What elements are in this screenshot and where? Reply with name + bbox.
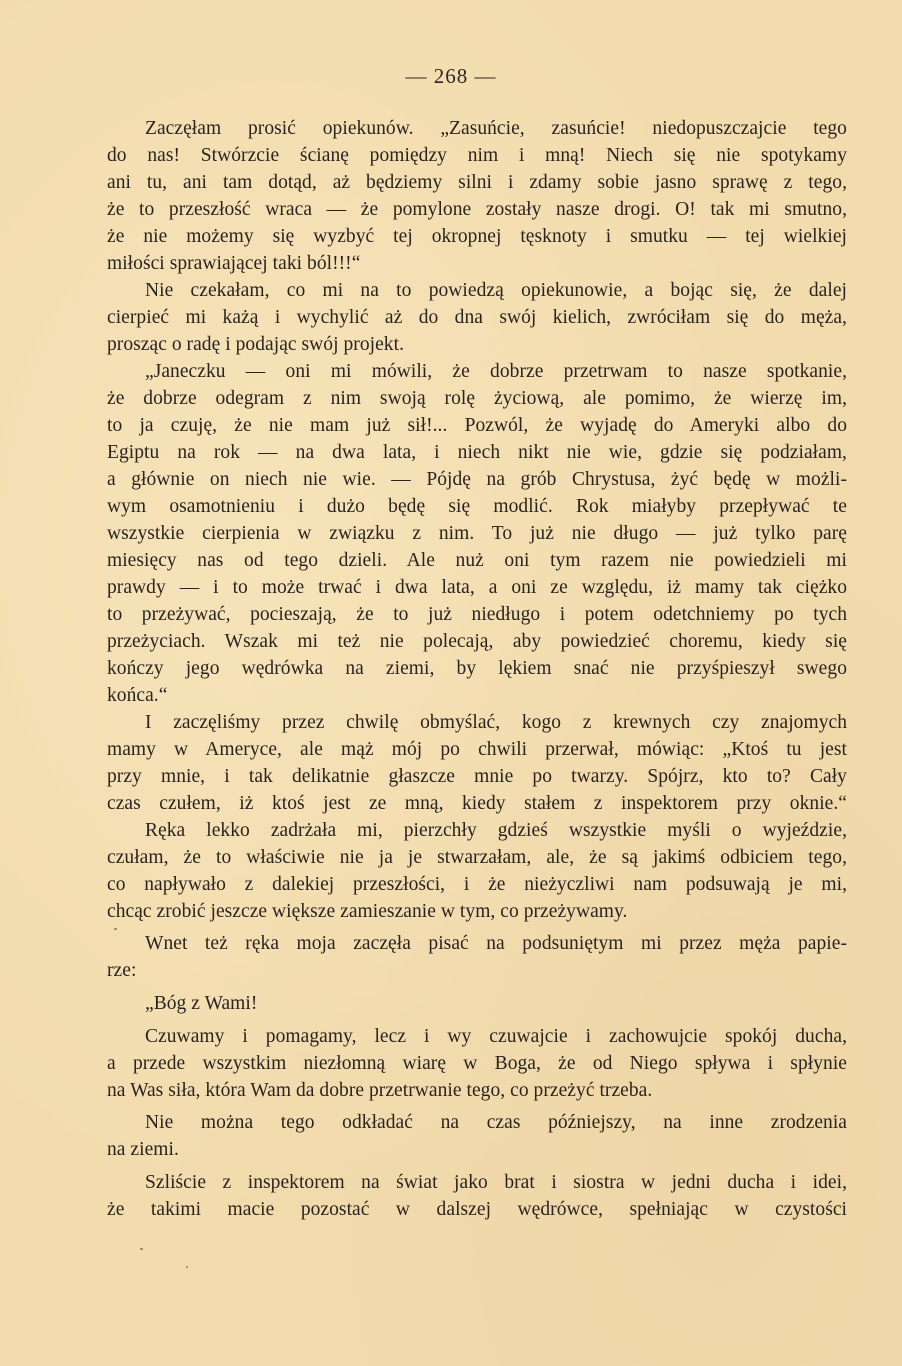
text-line: Nie czekałam, co mi na to powiedzą opiekunowie, a bojąc się, że dalej xyxy=(145,280,847,301)
paper-speck xyxy=(140,1248,143,1250)
text-line: Czuwamy i pomagamy, lecz i wy czuwajcie i zachowujcie spokój ducha, xyxy=(145,1026,847,1047)
text-line: prosząc o radę i podając swój projekt. xyxy=(107,334,404,355)
text-line: prawdy — i to może trwać i dwa lata, a oni ze względu, iż mamy tak ciężko xyxy=(107,577,847,598)
text-line: cierpieć mi każą i wychylić aż do dna swój kielich, zwróciłam się do męża, xyxy=(107,307,847,328)
text-line: a głównie on niech nie wie. — Pójdę na grób Chrystusa, żyć będę w możli- xyxy=(107,469,847,490)
page-number: — 268 — xyxy=(405,64,497,88)
text-line: wszystkie cierpienia w związku z nim. To już nie długo — już tylko parę xyxy=(107,523,847,544)
text-line: Wnet też ręka moja zaczęła pisać na podsuniętym mi przez męża papie- xyxy=(145,933,847,954)
text-line: że dobrze odegram z nim swoją rolę życiową, ale pomimo, że wierzę im, xyxy=(107,388,847,409)
text-line: a przede wszystkim niezłomną wiarę w Boga, że od Niego spływa i spłynie xyxy=(107,1053,847,1074)
text-line: że nie możemy się wyzbyć tej okropnej tęsknoty i smutku — tej wielkiej xyxy=(107,226,847,247)
text-line: kończy jego wędrówka na ziemi, by lękiem snać nie przyśpieszył swego xyxy=(107,658,847,679)
text-line: czas czułem, iż ktoś jest ze mną, kiedy stałem z inspektorem przy oknie.“ xyxy=(107,793,847,814)
text-line: „Bóg z Wami! xyxy=(145,993,258,1014)
text-line: czułam, że to właściwie nie ja je stwarzałam, ale, że są jakimś odbiciem tego, xyxy=(107,847,847,868)
text-line: miłości sprawiającej taki ból!!!“ xyxy=(107,253,361,274)
text-line: przeżyciach. Wszak mi też nie polecają, aby powiedzieć choremu, kiedy się xyxy=(107,631,847,652)
text-line: wym osamotnieniu i dużo będę się modlić. Rok miałyby przepływać te xyxy=(107,496,847,517)
text-line: końca.“ xyxy=(107,685,168,706)
text-line: Nie można tego odkładać na czas późniejszy, na inne zrodzenia xyxy=(145,1112,847,1133)
text-line: na ziemi. xyxy=(107,1139,179,1160)
text-line: to przeżywać, pocieszają, że to już niedługo i potem odetchniemy po tych xyxy=(107,604,847,625)
paper-speck xyxy=(114,928,117,930)
paper-speck xyxy=(186,1266,188,1268)
text-line: miesięcy nas od tego dzieli. Ale nuż oni tym razem nie powiedzieli mi xyxy=(107,550,847,571)
text-line: przy mnie, i tak delikatnie głaszcze mnie po twarzy. Spójrz, kto to? Cały xyxy=(107,766,847,787)
text-line: chcąc zrobić jeszcze większe zamieszanie w tym, co przeżywamy. xyxy=(107,901,628,922)
text-line: mamy w Ameryce, ale mąż mój po chwili przerwał, mówiąc: „Ktoś tu jest xyxy=(107,739,847,760)
text-line: że to przeszłość wraca — że pomylone zostały nasze drogi. O! tak mi smutno, xyxy=(107,199,847,220)
text-line: ani tu, ani tam dotąd, aż będziemy silni i zdamy sobie jasno sprawę z tego, xyxy=(107,172,847,193)
text-line: że takimi macie pozostać w dalszej wędrówce, spełniając w czystości xyxy=(107,1199,847,1220)
body-text xyxy=(107,115,847,1223)
text-line: „Janeczku — oni mi mówili, że dobrze przetrwam to nasze spotkanie, xyxy=(145,361,847,382)
text-line: rze: xyxy=(107,960,137,981)
text-line: Zaczęłam prosić opiekunów. „Zasuńcie, zasuńcie! niedopuszczajcie tego xyxy=(145,118,847,139)
text-line: co napływało z dalekiej przeszłości, i że nieżyczliwi nam podsuwają je mi, xyxy=(107,874,847,895)
text-line: Szliście z inspektorem na świat jako brat i siostra w jedni ducha i idei, xyxy=(145,1172,847,1193)
text-line: do nas! Stwórzcie ścianę pomiędzy nim i mną! Niech się nie spotykamy xyxy=(107,145,847,166)
text-line: Egiptu na rok — na dwa lata, i niech nikt nie wie, gdzie się podziałam, xyxy=(107,442,847,463)
text-line: na Was siła, która Wam da dobre przetrwanie tego, co przeżyć trzeba. xyxy=(107,1080,653,1101)
text-line: I zaczęliśmy przez chwilę obmyślać, kogo z krewnych czy znajomych xyxy=(145,712,847,733)
text-line: to ja czuję, że nie mam już sił!... Pozwól, że wyjadę do Ameryki albo do xyxy=(107,415,847,436)
text-line: Ręka lekko zadrżała mi, pierzchły gdzieś wszystkie myśli o wyjeździe, xyxy=(145,820,847,841)
